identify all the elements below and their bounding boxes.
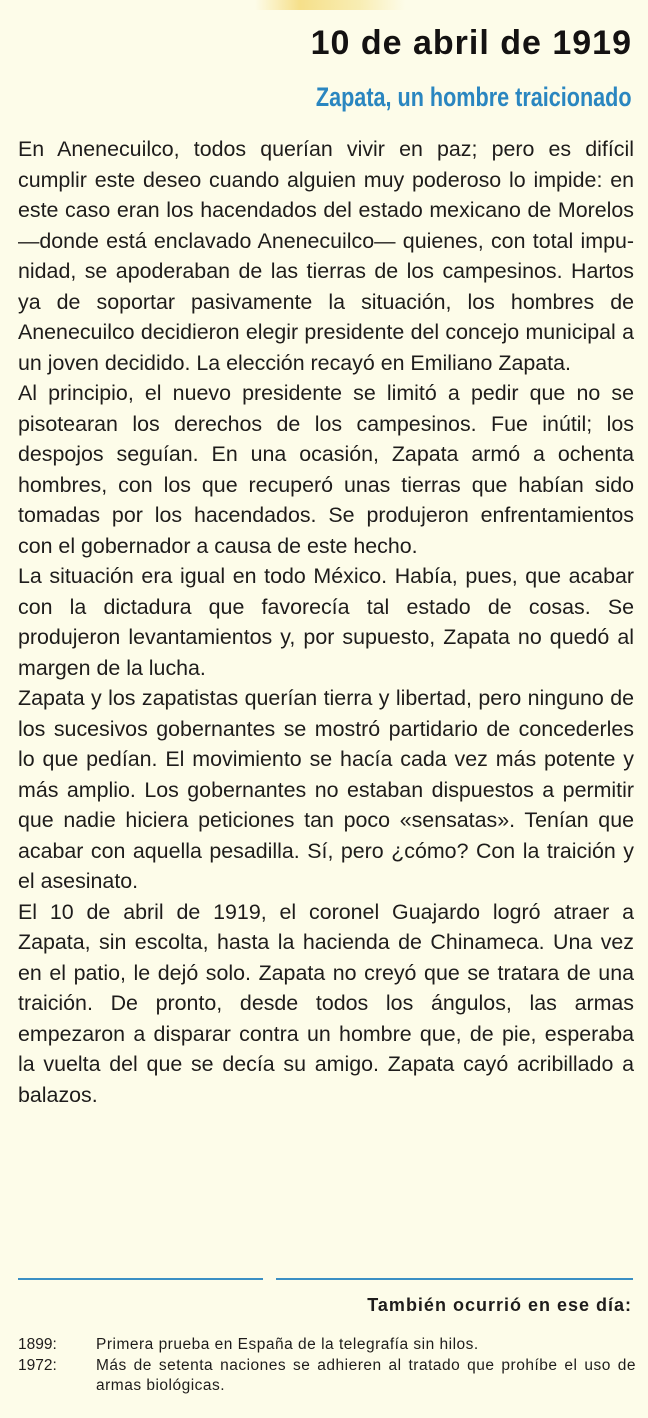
event-item	[18, 1356, 636, 1397]
event-item	[18, 1335, 636, 1356]
article-body	[18, 134, 634, 1110]
also-happened-heading: También ocurrió en ese día:	[367, 1295, 632, 1315]
divider-right	[276, 1278, 633, 1280]
paragraph-5: El 10 de abril de 1919, el coronel Guajardo logró atraer a Zapata, sin escolta, hasta la hacienda de Chinameca. Una vez en el patio, le dejó solo. Zapata no creyó que se tratara de una traición. De pronto, desde todos los ángulos, las armas empezaron a disparar contra un hombre que, de pie, esperaba la vuelta del que se decía su amigo. Zapata cayó acribillado a balazos.	[18, 899, 634, 1107]
event-year: 1972:	[18, 1356, 57, 1374]
paragraph-4: Zapata y los zapatistas querían tierra y libertad, pero ninguno de los sucesivos gobernantes se mostró partidario de concederles lo que pedían. El movimiento se hacía cada vez más potente y más amplio. Los gobernantes no estaban dispuestos a permitir que nadie hiciera peticiones tan poco «sensatas». Tenían que acabar con aquella pesadilla. Sí, pero ¿cómo? Con la traición y el asesinato.	[18, 686, 634, 893]
paragraph-2: Al principio, el nuevo presidente se limitó a pedir que no se pisotearan los derechos de los campesinos. Fue inútil; los despojos seguían. En una ocasión, Zapata armó a ochenta hombres, con los que recuperó unas tierras que habían sido tomadas por los hacendados. Se produjeron enfrentamientos con el gobernador a causa de este hecho.	[18, 381, 634, 558]
divider-left	[18, 1278, 263, 1280]
paragraph-3: La situación era igual en todo México. Había, pues, que acabar con la dictadura que favorecía tal estado de cosas. Se produjeron levantamientos y, por supuesto, Zapata no quedó al margen de la lucha.	[18, 564, 634, 680]
event-description: Más de setenta naciones se adhieren al tratado que prohíbe el uso de armas biológicas.	[96, 1356, 636, 1394]
page-title-date: 10 de abril de 1919	[310, 24, 632, 62]
events-list	[18, 1335, 636, 1397]
event-year: 1899:	[18, 1336, 57, 1353]
article-subtitle: Zapata, un hombre traicionado	[316, 82, 632, 112]
event-description: Primera prueba en España de la telegrafía sin hilos.	[96, 1336, 479, 1353]
top-color-mark	[255, 0, 405, 10]
paragraph-1: En Anenecuilco, todos querían vivir en paz; pero es difícil cumplir este deseo cuando alguien muy poderoso lo impide: en este caso eran los hacendados del estado mexicano de Morelos —donde está enclavado Anenecuilco— quienes, con total impunidad, se apoderaban de las tierras de los campesinos. Hartos ya de soportar pasivamente la situación, los hombres de Anenecuilco decidieron elegir presidente del concejo municipal a un joven decidido. La elección recayó en Emiliano Zapata.	[18, 137, 634, 375]
